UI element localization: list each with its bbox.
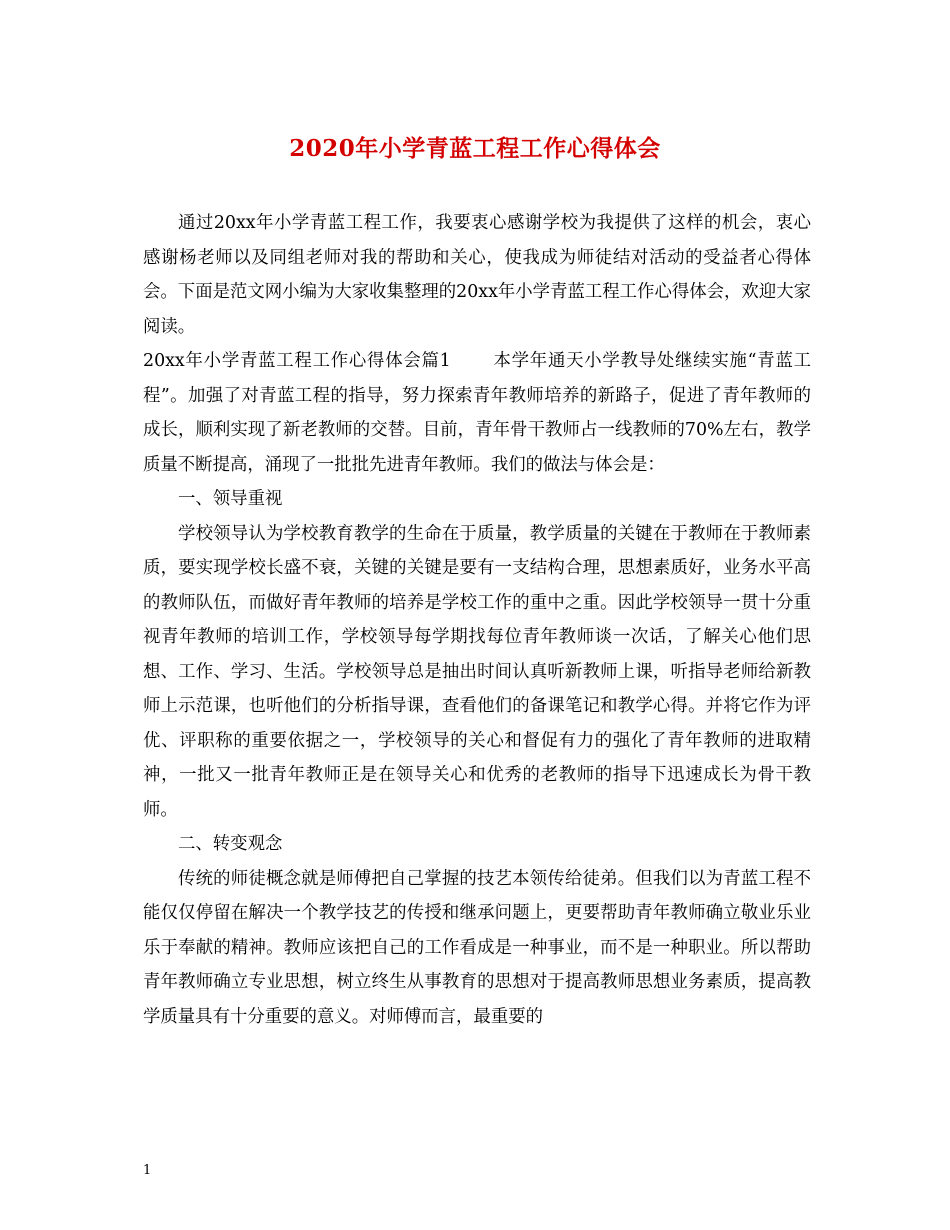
- page-number: 1: [143, 1163, 152, 1178]
- part1-text: 本学年通天小学教导处继续实施“青蓝工程”。加强了对青蓝工程的指导，努力探索青年教师培养的新路子，促进了青年教师的成长，顺利实现了新老教师的交替。目前，青年骨干教师占一线教师的70%左右，教学质量不断提高，涌现了一批批先进青年教师。我们的做法与体会是：: [143, 351, 811, 475]
- section2-paragraph: 传统的师徒概念就是师傅把自己掌握的技艺本领传给徒弟。但我们以为青蓝工程不能仅仅停留在解决一个教学技艺的传授和继承问题上，更要帮助青年教师确立敬业乐业乐于奉献的精神。教师应该把自己的工作看成是一种事业，而不是一种职业。所以帮助青年教师确立专业思想，树立终生从事教育的思想对于提高教师思想业务素质，提高教学质量具有十分重要的意义。对师傅而言，最重要的: [143, 868, 811, 1027]
- section1-title: 一、领导重视: [178, 489, 283, 509]
- document-title: 2020年小学青蓝工程工作心得体会: [289, 135, 661, 162]
- intro-paragraph: 通过20xx年小学青蓝工程工作，我要衷心感谢学校为我提供了这样的机会，衷心感谢杨老师以及同组老师对我的帮助和关心，使我成为师徒结对活动的受益者心得体会。下面是范文网小编为大家收集整理的20xx年小学青蓝工程工作心得体会，欢迎大家阅读。: [143, 213, 811, 337]
- document-body: [143, 206, 811, 1034]
- section1-paragraph: 学校领导认为学校教育教学的生命在于质量，教学质量的关键在于教师在于教师素质，要实现学校长盛不衰，关键的关键是要有一支结构合理，思想素质好，业务水平高的教师队伍，而做好青年教师的培养是学校工作的重中之重。因此学校领导一贯十分重视青年教师的培训工作，学校领导每学期找每位青年教师谈一次话，了解关心他们思想、工作、学习、生活。学校领导总是抽出时间认真听新教师上课，听指导老师给新教师上示范课，也听他们的分析指导课，查看他们的备课笔记和教学心得。并将它作为评优、评职称的重要依据之一，学校领导的关心和督促有力的强化了青年教师的进取精神，一批又一批青年教师正是在领导关心和优秀的老教师的指导下迅速成长为骨干教师。: [143, 523, 811, 820]
- part1-heading: 20xx年小学青蓝工程工作心得体会篇1: [143, 351, 451, 371]
- section2-title: 二、转变观念: [178, 834, 283, 854]
- part1-paragraph: [143, 344, 811, 482]
